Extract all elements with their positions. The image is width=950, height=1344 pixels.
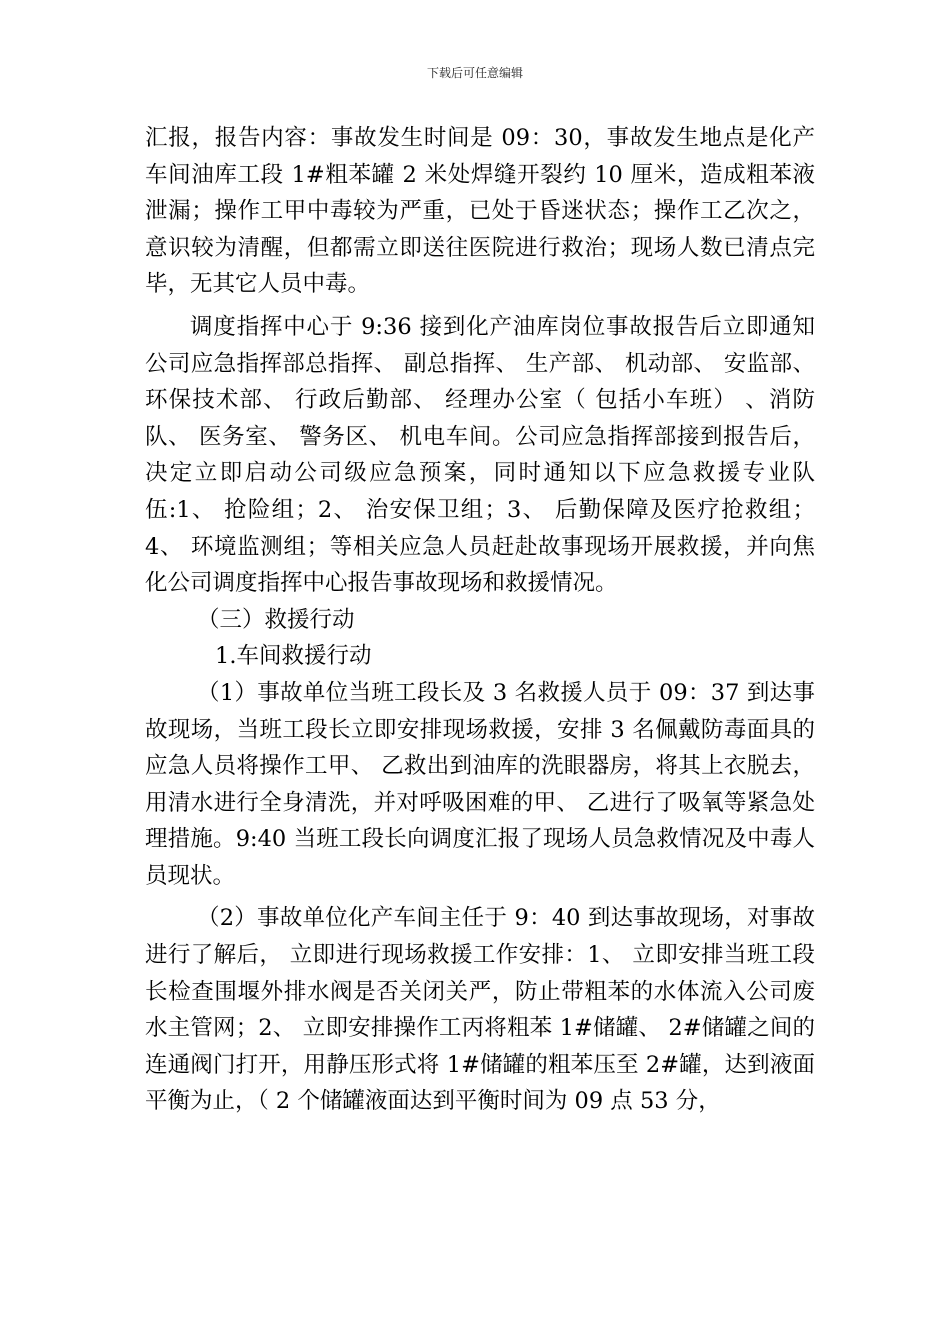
document-body (145, 120, 815, 1120)
paragraph-report-content: 汇报，报告内容：事故发生时间是 09：30，事故发生地点是化产车间油库工段 1#粗苯罐 2 米处焊缝开裂约 10 厘米，造成粗苯液泄漏；操作工甲中毒较为严重，已处于昏迷状态；操作工乙次之，意识较为清醒，但都需立即送往医院进行救治；现场人数已清点完毕，无其它人员中毒。 (145, 125, 815, 298)
paragraph-dispatch-center: 调度指挥中心于 9:36 接到化产油库岗位事故报告后立即通知公司应急指挥部总指挥、 副总指挥、 生产部、 机动部、 安监部、 环保技术部、 行政后勤部、 经理办公室（ 包括小车班） 、消防队、 医务室、 警务区、 机电车间。公司应急指挥部接到报告后，决定立即启动公司级应急预案，同时通知以下应急救援专业队伍:1、 抢险组；2、 治安保卫组；3、 后勤保障及医疗抢救组；4、 环境监测组；等相关应急人员赶赴故事现场开展救援，并向焦化公司调度指挥中心报告事故现场和救援情况。 (145, 313, 815, 597)
paragraph-item-2: （2）事故单位化产车间主任于 9：40 到达事故现场，对事故进行了解后， 立即进行现场救援工作安排：1、 立即安排当班工段长检查围堰外排水阀是否关闭关严，防止带粗苯的水体流入公司废水主管网；2、 立即安排操作工丙将粗苯 1#储罐、 2#储罐之间的连通阀门打开，用静压形式将 1#储罐的粗苯压至 2#罐，达到液面平衡为止，（ 2 个储罐液面达到平衡时间为 09 点 53 分， (145, 905, 815, 1115)
page-header-note: 下载后可任意编辑 (426, 66, 523, 80)
subsection-heading-workshop-rescue: 1.车间救援行动 (215, 643, 372, 670)
section-heading-rescue-action: （三）救援行动 (197, 606, 355, 633)
paragraph-item-1: （1）事故单位当班工段长及 3 名救援人员于 09：37 到达事故现场，当班工段长立即安排现场救援，安排 3 名佩戴防毒面具的应急人员将操作工甲、 乙救出到油库的洗眼器房，将其上衣脱去，用清水进行全身清洗，并对呼吸困难的甲、 乙进行了吸氧等紧急处理措施。9:40 当班工段长向调度汇报了现场人员急救情况及中毒人员现状。 (145, 679, 815, 889)
